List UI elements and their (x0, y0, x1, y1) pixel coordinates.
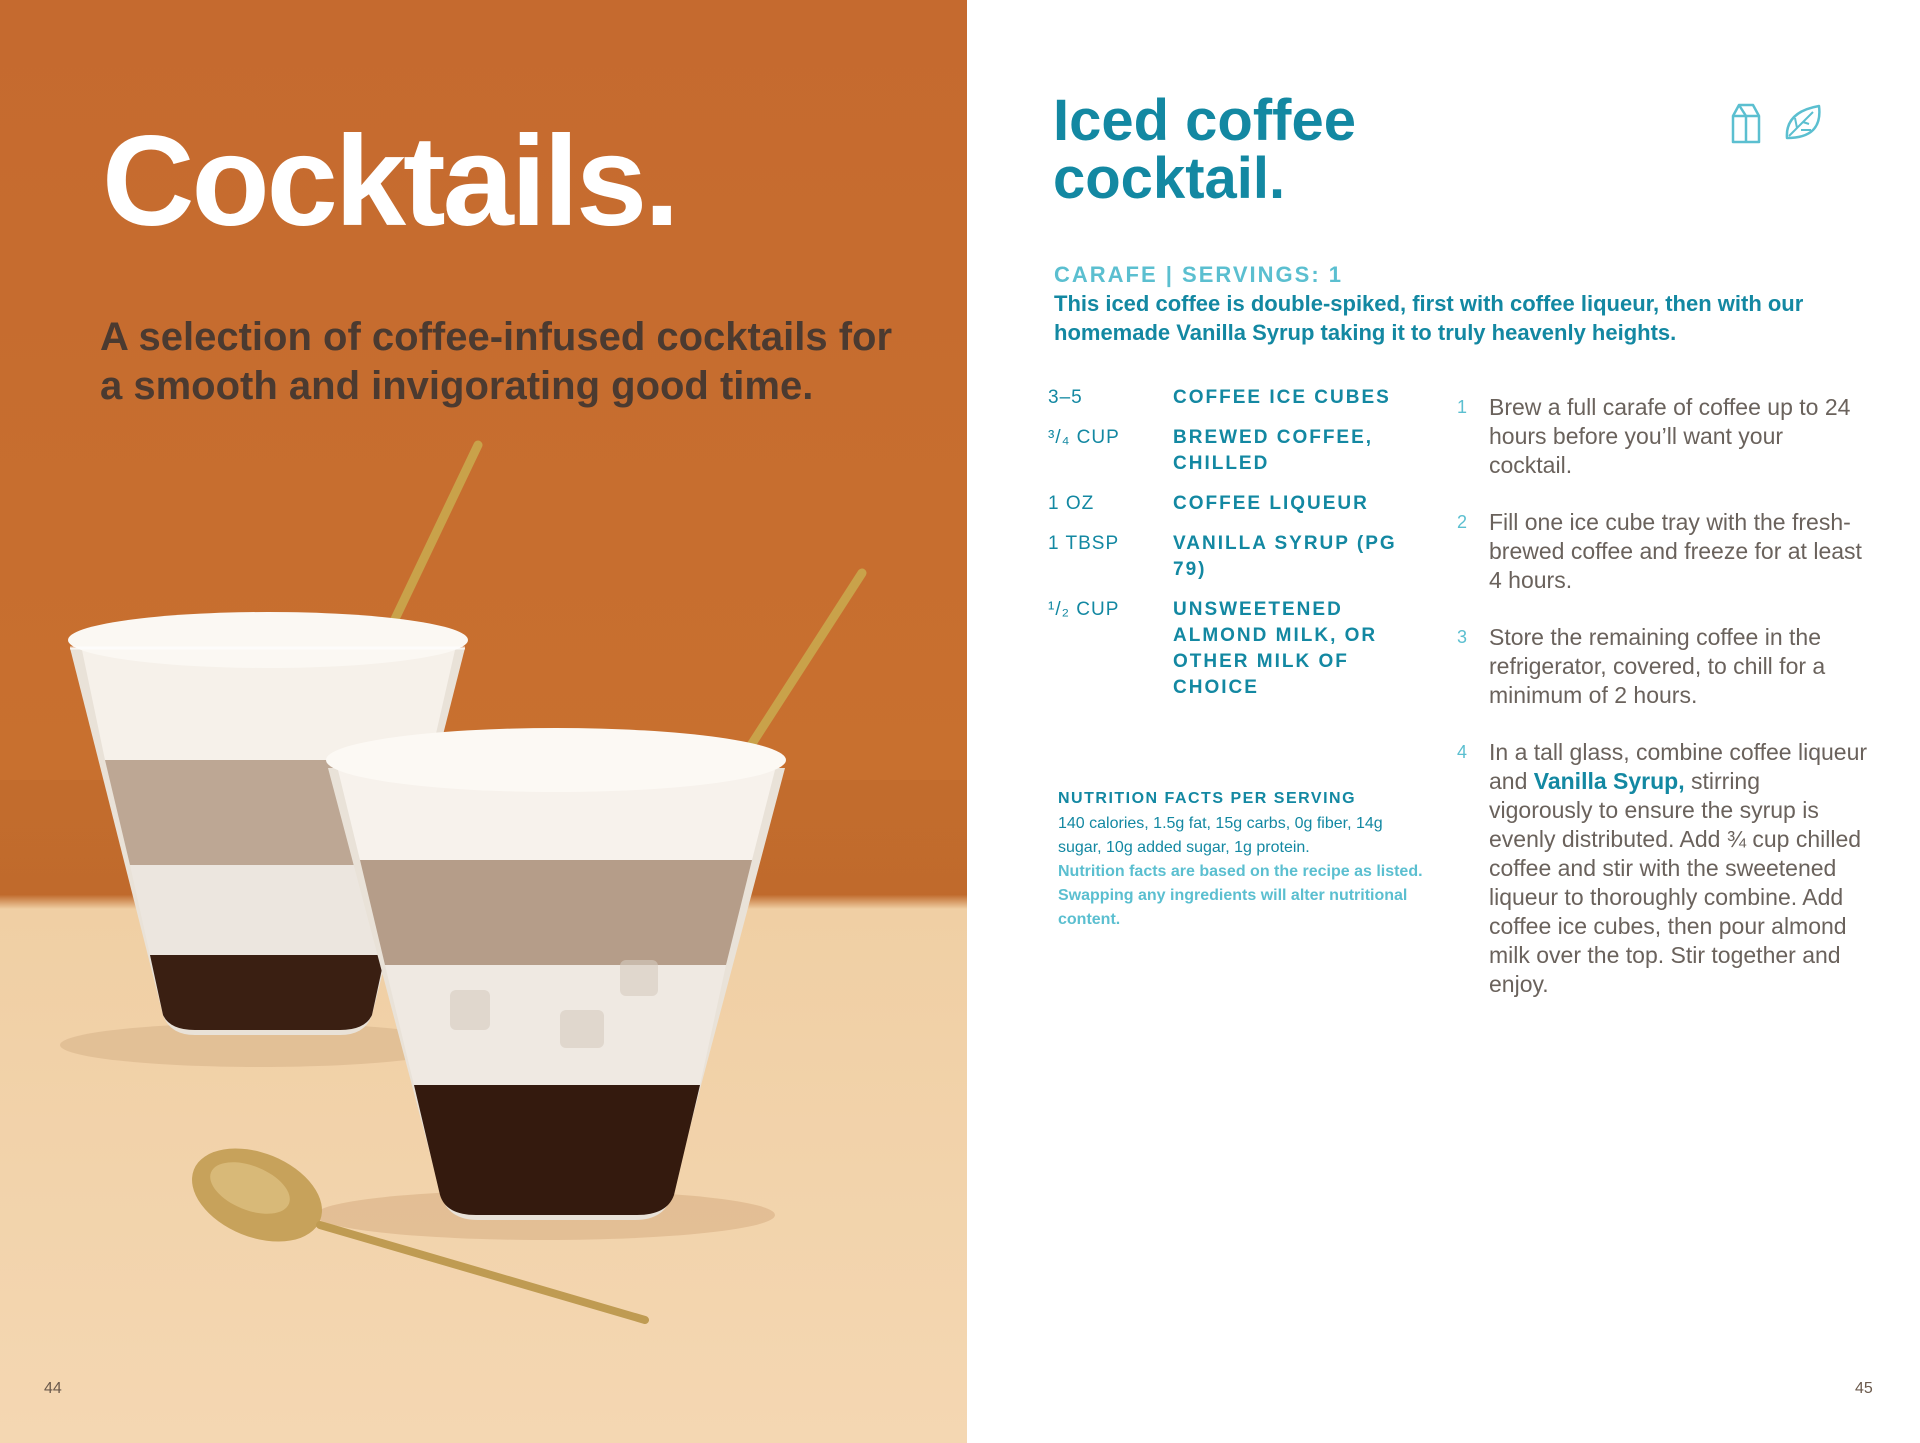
back-straw (385, 445, 478, 640)
ingredient-row (1048, 491, 1448, 517)
recipe-description: This iced coffee is double-spiked, first with coffee liqueur, then with our homemade Vanilla Syrup taking it to truly heavenly heights. (1054, 291, 1804, 345)
ingredient-quantity: 1 TBSP (1048, 533, 1120, 554)
ingredient-row (1048, 385, 1448, 411)
page-number: 44 (44, 1380, 62, 1397)
ingredient-quantity: 1 OZ (1048, 493, 1095, 514)
ingredient-quantity: ³/₄ CUP (1048, 427, 1120, 448)
ingredient-name: COFFEE LIQUEUR (1173, 493, 1369, 514)
diet-icons (1727, 102, 1825, 144)
ingredient-name: VANILLA SYRUP (PG 79) (1173, 533, 1397, 580)
step-text: Store the remaining coffee in the refrigerator, covered, to chill for a minimum of 2 hours. (1489, 624, 1826, 708)
vanilla-syrup-link: Vanilla Syrup, (1533, 768, 1685, 794)
ingredient-row (1048, 531, 1448, 583)
step-text: Fill one ice cube tray with the fresh-brewed coffee and freeze for at least 4 hours. (1489, 509, 1862, 593)
ingredient-row (1048, 597, 1448, 701)
step-item (1457, 393, 1877, 480)
nutrition-note: Nutrition facts are based on the recipe as listed. Swapping any ingredients will alter nutritional content. (1058, 863, 1423, 928)
ingredient-name: COFFEE ICE CUBES (1173, 387, 1391, 408)
ingredient-name: UNSWEETENED ALMOND MILK, OR OTHER MILK OF CHOICE (1173, 599, 1378, 698)
ingredient-list (1048, 385, 1448, 715)
ingredient-row (1048, 425, 1448, 477)
method-steps (1457, 393, 1877, 1027)
step-text (1489, 738, 1869, 999)
ingredient-quantity: ¹/₂ CUP (1048, 599, 1120, 620)
step-number: 1 (1457, 397, 1468, 417)
section-intro: A selection of coffee-infused cocktails for a smooth and invigorating good time. (100, 315, 893, 408)
ingredient-quantity: 3–5 (1048, 387, 1083, 408)
step-text-start: In a tall glass, combine coffee liqueur and (1489, 739, 1868, 794)
ingredient-name: BREWED COFFEE, CHILLED (1173, 427, 1374, 474)
right-page (967, 0, 1920, 1443)
section-title: Cocktails. (102, 110, 677, 253)
front-straw (735, 573, 862, 770)
step-text: Brew a full carafe of coffee up to 24 hours before you’ll want your cocktail. (1489, 394, 1851, 478)
nutrition-heading: NUTRITION FACTS PER SERVING (1058, 790, 1357, 807)
step-number: 2 (1457, 512, 1468, 532)
nutrition-panel (1058, 790, 1428, 932)
nutrition-facts: 140 calories, 1.5g fat, 15g carbs, 0g fiber, 14g sugar, 10g added sugar, 1g protein. (1058, 815, 1383, 856)
step-text-end: stirring vigorously to ensure the syrup is evenly distributed. Add ¾ cup chilled coffee and stir with the sweetened liqueur to thoroughly combine. Add coffee ice cubes, then pour almond milk over the top. Stir together and enjoy. (1489, 768, 1862, 997)
page-number: 45 (1855, 1380, 1873, 1397)
front-glass (326, 728, 786, 1220)
step-number: 3 (1457, 627, 1468, 647)
leaf-icon (1781, 102, 1825, 144)
recipe-title: Iced coffee cocktail. (1053, 88, 1356, 211)
step-item (1457, 623, 1877, 710)
step-item (1457, 508, 1877, 595)
recipe-meta: CARAFE | SERVINGS: 1 (1054, 262, 1344, 287)
step-item (1457, 738, 1877, 999)
step-number: 4 (1457, 742, 1468, 762)
dairy-free-milk-carton-icon (1727, 102, 1765, 144)
